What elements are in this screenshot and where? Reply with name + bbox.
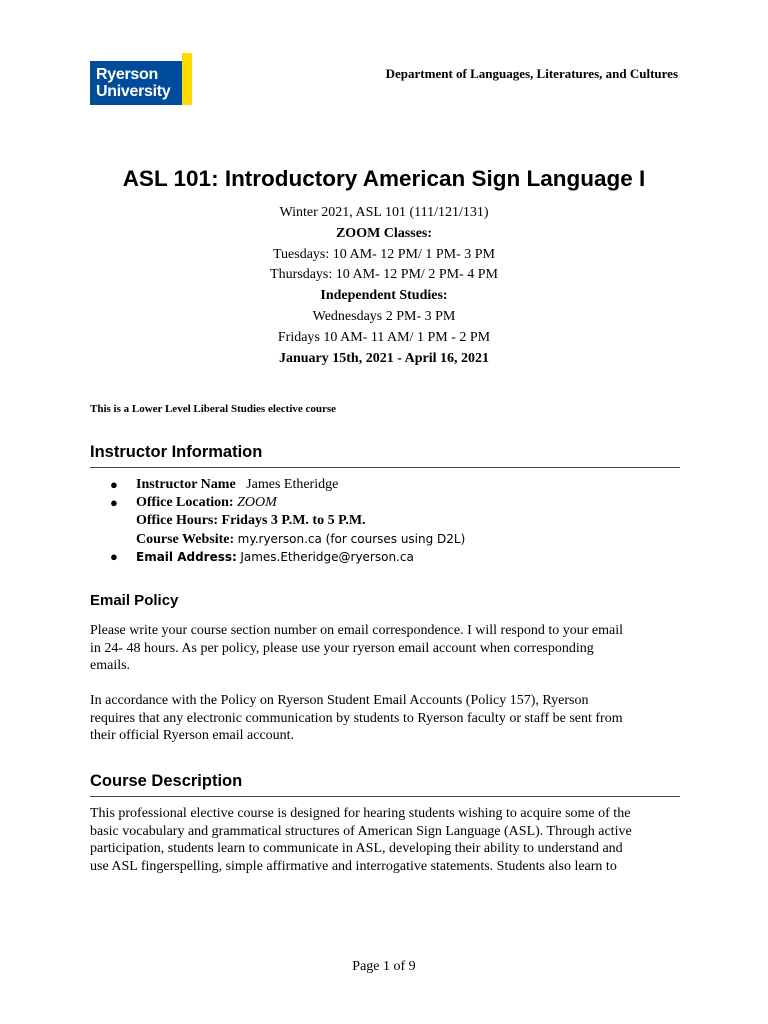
instructor-name-value: James Etheridge [246,477,339,492]
course-description-paragraph [90,805,682,875]
email-policy-p1-line1: Please write your course section number on email correspondence. I will respond to your email [90,623,624,638]
ryerson-logo [90,53,194,105]
email-policy-paragraph-2 [90,692,682,745]
fridays-line: Fridays 10 AM- 11 AM/ 1 PM - 2 PM [277,329,491,345]
email-address-link[interactable]: James.Etheridge@ryerson.ca [240,550,414,564]
list-item-office-location [110,494,465,512]
office-location-value: ZOOM [237,495,277,510]
email-policy-heading: Email Policy [90,592,179,609]
email-policy-p2-line2: requires that any electronic communication by students to Ryerson faculty or staff be sent from [90,710,623,726]
office-hours-row [110,512,465,530]
independent-studies-heading: Independent Studies: [320,288,448,304]
list-item-email-address [110,548,465,566]
office-hours-value: Fridays 3 P.M. to 5 P.M. [221,513,366,528]
email-policy-p2-line1: In accordance with the Policy on Ryerson Student Email Accounts (Policy 157), Ryerson [90,693,589,708]
email-policy-p1-line2: in 24- 48 hours. As per policy, please use your ryerson email account when corresponding [90,640,594,656]
wednesdays-line: Wednesdays 2 PM- 3 PM [312,308,456,324]
course-description-heading: Course Description [90,772,243,790]
date-range: January 15th, 2021 - April 16, 2021 [278,350,489,366]
course-website-link[interactable]: my.ryerson.ca (for courses using D2L) [237,532,466,546]
office-hours-label: Office Hours: [136,513,219,528]
instructor-name-label: Instructor Name [136,477,236,492]
instructor-info-list [110,476,465,566]
email-policy-p1-line3: emails. [90,658,131,673]
zoom-classes-heading: ZOOM Classes: [335,225,433,241]
bullet-icon: ● [110,477,118,492]
course-title: ASL 101: Introductory American Sign Language I [122,166,646,191]
course-description-line4: use ASL fingerspelling, simple affirmative and interrogative statements. Students also learn to [90,858,617,874]
course-description-line3: participation, students learn to communicate in ASL, developing their ability to understand and [90,841,623,856]
course-description-line1: This professional elective course is designed for hearing students wishing to acquire some of the [90,806,631,821]
email-address-label: Email Address: [136,550,237,564]
liberal-studies-note: This is a Lower Level Liberal Studies elective course [90,403,337,415]
term-line: Winter 2021, ASL 101 (111/121/131) [279,205,489,220]
logo-yellow-bar [182,53,192,105]
logo-line-1: Ryerson [96,66,158,83]
office-location-label: Office Location: [136,495,234,510]
logo-box [90,61,182,105]
course-website-label: Course Website: [136,532,235,547]
instructor-heading: Instructor Information [90,443,263,461]
bullet-icon: ● [110,549,118,564]
page-number: Page 1 of 9 [352,959,416,974]
course-description-line2: basic vocabulary and grammatical structures of American Sign Language (ASL). Through active [90,823,632,839]
schedule-block [0,203,768,369]
email-policy-paragraph-1 [90,622,682,675]
department-name: Department of Languages, Literatures, and Cultures [385,66,678,81]
thursdays-line: Thursdays: 10 AM- 12 PM/ 2 PM- 4 PM [270,267,498,283]
bullet-icon: ● [110,495,118,510]
list-item-instructor-name [110,476,465,494]
email-policy-p2-line3: their official Ryerson email account. [90,728,295,743]
course-description-divider [90,796,680,797]
course-website-row [110,530,465,548]
instructor-divider [90,467,680,468]
tuesdays-line: Tuesdays: 10 AM- 12 PM/ 1 PM- 3 PM [273,246,495,262]
logo-line-2: University [96,83,171,100]
